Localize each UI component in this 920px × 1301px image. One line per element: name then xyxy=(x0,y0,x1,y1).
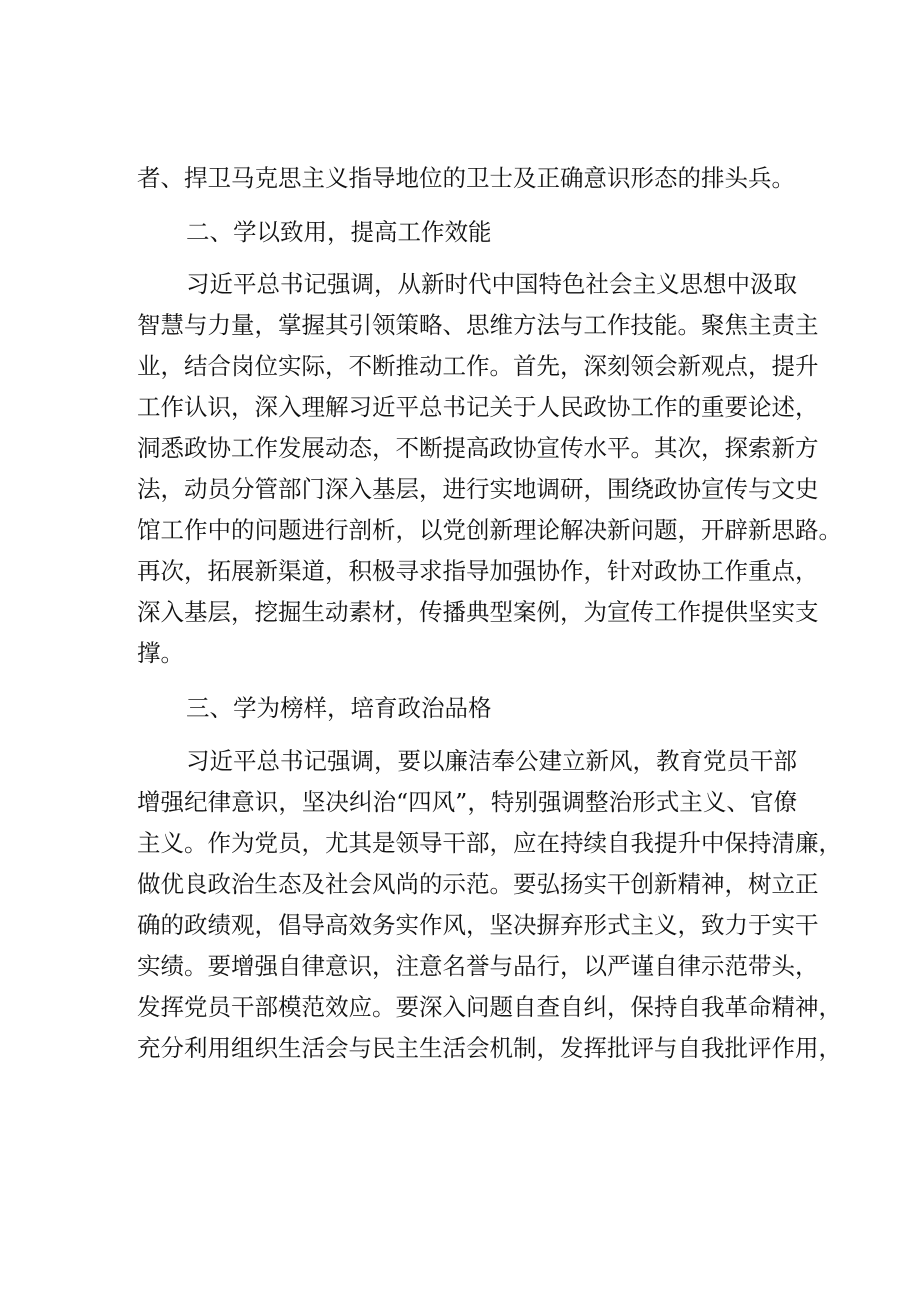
paragraph-2-line-5: 洞悉政协工作发展动态，不断提高政协宣传水平。其次，探索新方 xyxy=(137,434,819,462)
paragraph-2-line-6: 法，动员分管部门深入基层，进行实地调研，围绕政协宣传与文史 xyxy=(137,475,819,503)
section-heading-3: 三、学为榜样，培育政治品格 xyxy=(186,694,492,722)
paragraph-2-line-3: 业，结合岗位实际，不断推动工作。首先，深刻领会新观点，提升 xyxy=(137,352,819,380)
paragraph-2-line-10: 撑。 xyxy=(137,639,184,667)
paragraph-3-line-2: 增强纪律意识，坚决纠治“四风”，特别强调整治形式主义、官僚 xyxy=(137,788,797,816)
paragraph-intro-line-1: 者、捍卫马克思主义指导地位的卫士及正确意识形态的排头兵。 xyxy=(137,164,795,192)
paragraph-2-line-8: 再次，拓展新渠道，积极寻求指导加强协作，针对政协工作重点， xyxy=(137,557,819,585)
paragraph-3-line-8: 充分利用组织生活会与民主生活会机制，发挥批评与自我批评作用， xyxy=(137,1034,842,1062)
paragraph-3-line-5: 确的政绩观，倡导高效务实作风，坚决摒弃形式主义，致力于实干 xyxy=(137,911,819,939)
paragraph-2-line-4: 工作认识，深入理解习近平总书记关于人民政协工作的重要论述， xyxy=(137,393,819,421)
paragraph-2-line-2: 智慧与力量，掌握其引领策略、思维方法与工作技能。聚焦主责主 xyxy=(137,311,819,339)
paragraph-3-line-4: 做优良政治生态及社会风尚的示范。要弘扬实干创新精神，树立正 xyxy=(137,870,819,898)
paragraph-2-line-7: 馆工作中的问题进行剖析，以党创新理论解决新问题，开辟新思路。 xyxy=(137,516,842,544)
paragraph-2-line-9: 深入基层，挖掘生动素材，传播典型案例，为宣传工作提供坚实支 xyxy=(137,598,819,626)
paragraph-3-line-7: 发挥党员干部模范效应。要深入问题自查自纠，保持自我革命精神， xyxy=(137,993,842,1021)
section-heading-2: 二、学以致用，提高工作效能 xyxy=(186,218,492,246)
paragraph-2-line-1: 习近平总书记强调，从新时代中国特色社会主义思想中汲取 xyxy=(186,270,797,298)
paragraph-3-line-3: 主义。作为党员，尤其是领导干部，应在持续自我提升中保持清廉， xyxy=(137,829,842,857)
paragraph-3-line-1: 习近平总书记强调，要以廉洁奉公建立新风，教育党员干部 xyxy=(186,747,797,775)
paragraph-3-line-6: 实绩。要增强自律意识，注意名誉与品行，以严谨自律示范带头， xyxy=(137,952,819,980)
